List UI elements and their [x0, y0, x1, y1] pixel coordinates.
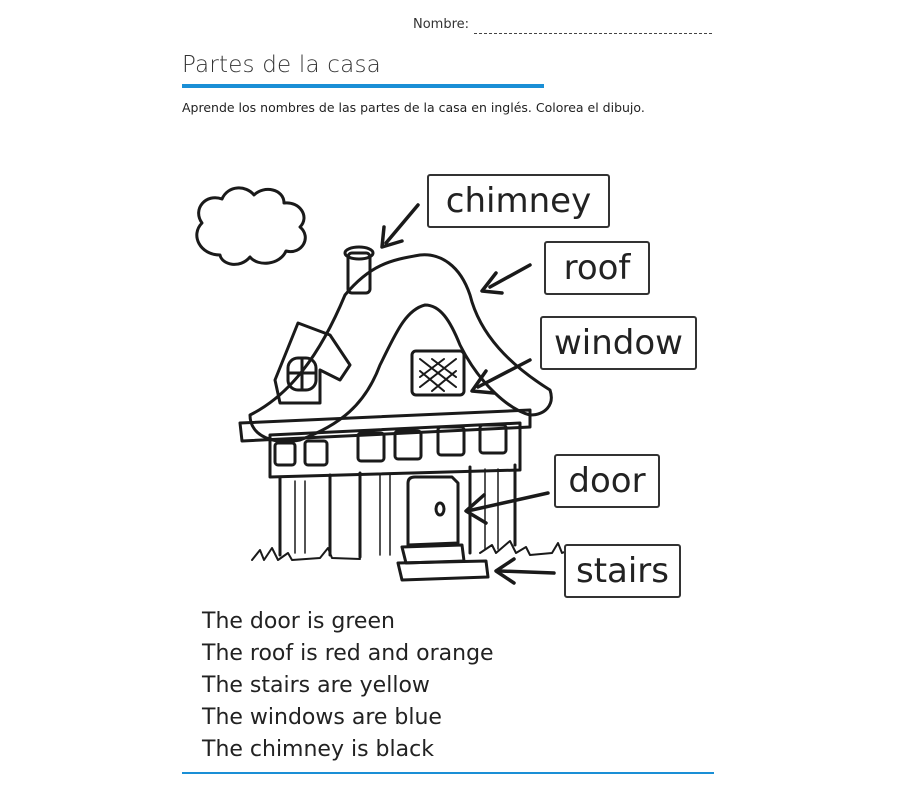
name-field[interactable]: [474, 33, 712, 34]
instructions: Aprende los nombres de las partes de la casa en inglés. Colorea el dibujo.: [182, 100, 645, 115]
smoke-cloud: [197, 188, 305, 264]
sentence: The windows are blue: [202, 705, 442, 730]
title-underline: [182, 84, 544, 88]
label-roof: roof: [544, 241, 650, 295]
page-title: Partes de la casa: [182, 52, 381, 78]
bottom-divider: [182, 772, 714, 774]
sentence: The roof is red and orange: [202, 641, 494, 666]
label-stairs: stairs: [564, 544, 681, 598]
door-shape: [408, 477, 458, 545]
sentence-list: [202, 606, 494, 766]
name-label: Nombre:: [413, 17, 470, 32]
roof-shape: [250, 255, 551, 442]
label-chimney: chimney: [427, 174, 610, 228]
label-window: window: [540, 316, 697, 370]
label-door: door: [554, 454, 660, 508]
dormer: [275, 323, 350, 403]
sentence: The door is green: [202, 609, 395, 634]
house-illustration: [180, 165, 720, 600]
sentence: The stairs are yellow: [202, 673, 430, 698]
sentence: The chimney is black: [202, 737, 434, 762]
